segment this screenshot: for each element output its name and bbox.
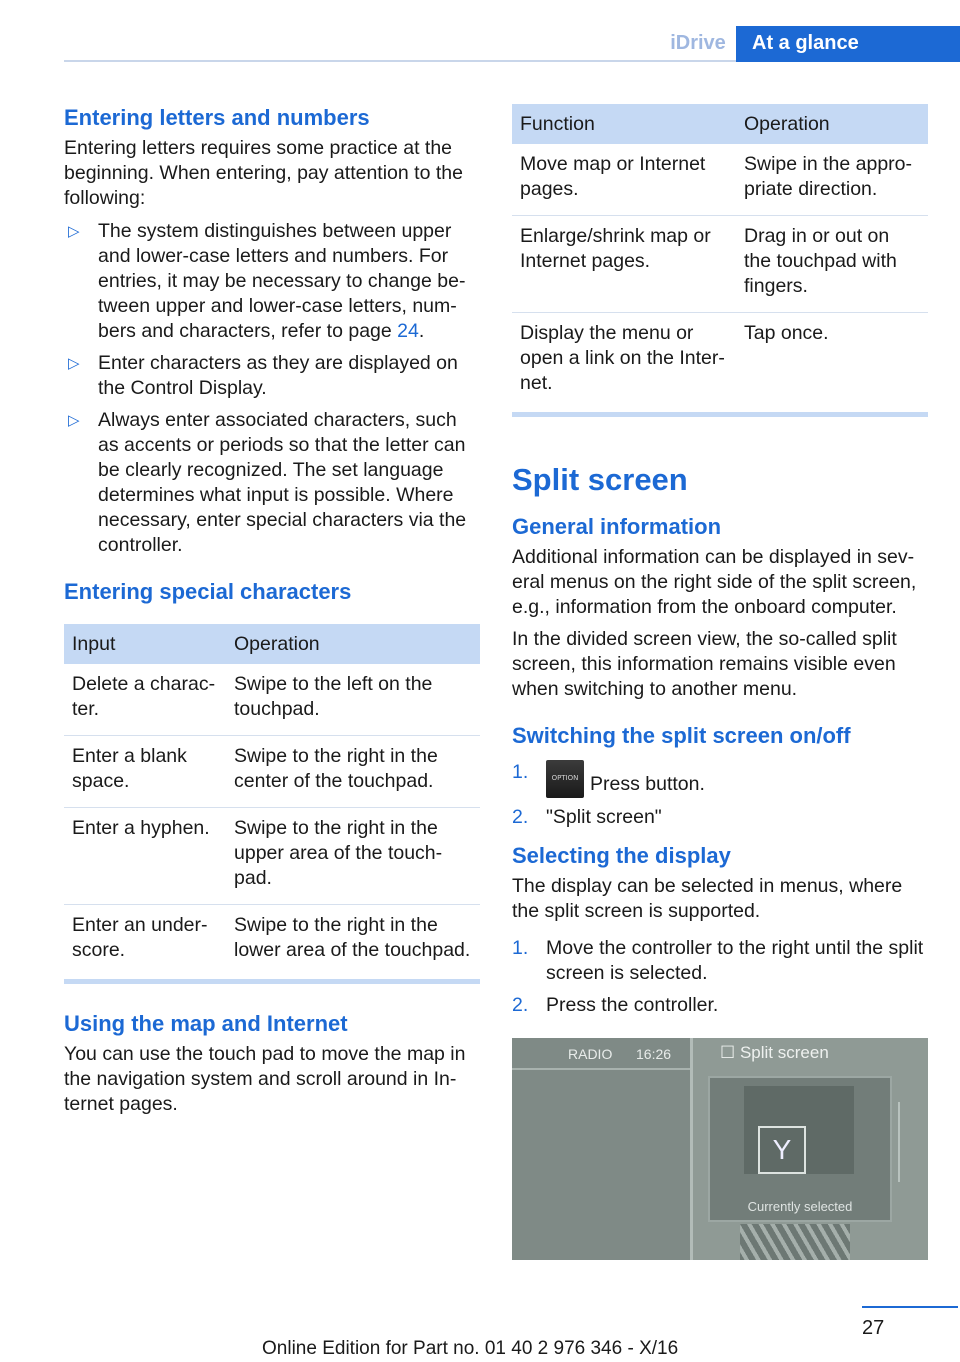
bullet-item xyxy=(64,351,480,401)
column-header: Input xyxy=(64,624,226,664)
table-row xyxy=(512,144,928,216)
table-cell: Display the menu or open a link on the Internet. xyxy=(512,313,736,415)
selecting-display-heading: Selecting the display xyxy=(512,843,731,868)
table-cell: Drag in or out on the touchpad with fingers. xyxy=(736,216,928,313)
table-cell: Delete a character. xyxy=(64,664,226,736)
clock: 16:26 xyxy=(636,1046,672,1062)
page-link[interactable]: 24 xyxy=(397,320,419,342)
table-row xyxy=(64,664,480,736)
edition-note: Online Edition for Part no. 01 40 2 976 346 - X/16 xyxy=(262,1338,679,1359)
table-row xyxy=(512,216,928,313)
table-cell: Swipe to the right in the center of the touchpad. xyxy=(226,736,480,808)
table-cell: Enter a hyphen. xyxy=(64,808,226,905)
general-paragraph-1: Additional information can be displayed in several menus on the right side of the split screen, e.g., information from the onboard computer. xyxy=(512,546,917,618)
general-information-heading: General information xyxy=(512,514,722,539)
step-item xyxy=(512,993,928,1018)
entering-bullet-list xyxy=(64,219,480,558)
column-header: Operation xyxy=(226,624,480,664)
split-screen-panel xyxy=(708,1076,892,1222)
split-screen-option: ☐ Split screen xyxy=(720,1043,829,1062)
map-internet-table xyxy=(512,104,928,417)
table-cell: Swipe in the appropriate direction. xyxy=(736,144,928,216)
map-preview xyxy=(744,1086,854,1174)
selecting-display-intro: The display can be selected in menus, where the split screen is supported. xyxy=(512,875,903,922)
radio-label: RADIO xyxy=(568,1046,613,1062)
table-row xyxy=(64,736,480,808)
left-column xyxy=(64,104,480,1117)
header-section-label: iDrive xyxy=(670,32,726,54)
table-cell: Enter an underscore. xyxy=(64,905,226,982)
table-row xyxy=(64,808,480,905)
scroll-indicator xyxy=(898,1102,900,1182)
table-cell: Swipe to the left on the touchpad. xyxy=(226,664,480,736)
step-text: Move the controller to the right until the split screen is selected. xyxy=(546,937,924,984)
header-chapter-tab: At a glance xyxy=(736,26,960,62)
table-cell: Enlarge/shrink map or Internet pages. xyxy=(512,216,736,313)
step-number: 2. xyxy=(512,806,529,828)
footer-rule xyxy=(862,1306,958,1308)
step-item xyxy=(512,936,928,986)
map-internet-text: You can use the touch pad to move the map in the navigation system and scroll around in Internet pages. xyxy=(64,1043,466,1115)
entering-heading: Entering letters and numbers xyxy=(64,105,370,130)
column-header: Function xyxy=(512,104,736,144)
bullet-tail: . xyxy=(418,320,425,342)
decorative-pattern xyxy=(740,1224,850,1260)
step-item xyxy=(512,760,928,798)
triangle-bullet-icon: ▷ xyxy=(68,355,80,372)
table-cell: Move map or Internet pages. xyxy=(512,144,736,216)
table-cell: Enter a blank space. xyxy=(64,736,226,808)
step-text: Press button. xyxy=(590,773,705,795)
table-cell: Swipe to the right in the lower area of the touchpad. xyxy=(226,905,480,982)
step-number: 1. xyxy=(512,937,529,959)
bullet-text: Enter characters as they are displayed on the Control Display. xyxy=(98,352,458,399)
right-column xyxy=(512,104,928,1260)
page-number: 27 xyxy=(862,1317,885,1339)
bullet-text: The system distinguishes between upper and lower-case letters and numbers. For entries, it may be necessary to change between upper and lower-case letters, numbers and characters, refer to page xyxy=(98,220,466,342)
table-header-row xyxy=(512,104,928,144)
bullet-text: Always enter associated characters, such as accents or periods so that the letter can be clearly recognized. The set language determines what input is possible. Where necessary, enter special characters via the controller. xyxy=(98,409,467,556)
triangle-bullet-icon: ▷ xyxy=(68,412,80,429)
entering-intro: Entering letters requires some practice at the beginning. When entering, pay attention to the following: xyxy=(64,137,463,209)
step-item xyxy=(512,805,928,830)
split-screen-heading: Split screen xyxy=(512,462,688,497)
split-screen-display-image xyxy=(512,1038,928,1260)
special-characters-table xyxy=(64,624,480,984)
step-number: 1. xyxy=(512,761,529,783)
table-row xyxy=(64,905,480,982)
map-internet-heading: Using the map and Internet xyxy=(64,1011,348,1036)
option-button-icon: OPTION xyxy=(546,760,584,798)
table-row xyxy=(512,313,928,415)
bullet-item xyxy=(64,408,480,558)
bullet-item xyxy=(64,219,480,344)
special-characters-heading: Entering special characters xyxy=(64,579,352,604)
split-divider xyxy=(690,1038,693,1260)
step-text: "Split screen" xyxy=(546,806,662,828)
currently-selected-label: Currently selected xyxy=(747,1199,853,1214)
table-header-row xyxy=(64,624,480,664)
junction-arrow-icon: Y xyxy=(758,1126,806,1174)
triangle-bullet-icon: ▷ xyxy=(68,223,80,240)
status-bar-rule xyxy=(512,1068,690,1070)
column-header: Operation xyxy=(736,104,928,144)
general-paragraph-2: In the divided screen view, the so-called split screen, this information remains visible even when switching to another menu. xyxy=(512,628,897,700)
switching-heading: Switching the split screen on/off xyxy=(512,723,851,748)
table-cell: Swipe to the right in the upper area of the touchpad. xyxy=(226,808,480,905)
step-text: Press the controller. xyxy=(546,994,719,1016)
selecting-steps xyxy=(512,936,928,1018)
step-number: 2. xyxy=(512,994,529,1016)
switching-steps xyxy=(512,760,928,830)
table-cell: Tap once. xyxy=(736,313,928,415)
left-pane xyxy=(512,1038,690,1260)
